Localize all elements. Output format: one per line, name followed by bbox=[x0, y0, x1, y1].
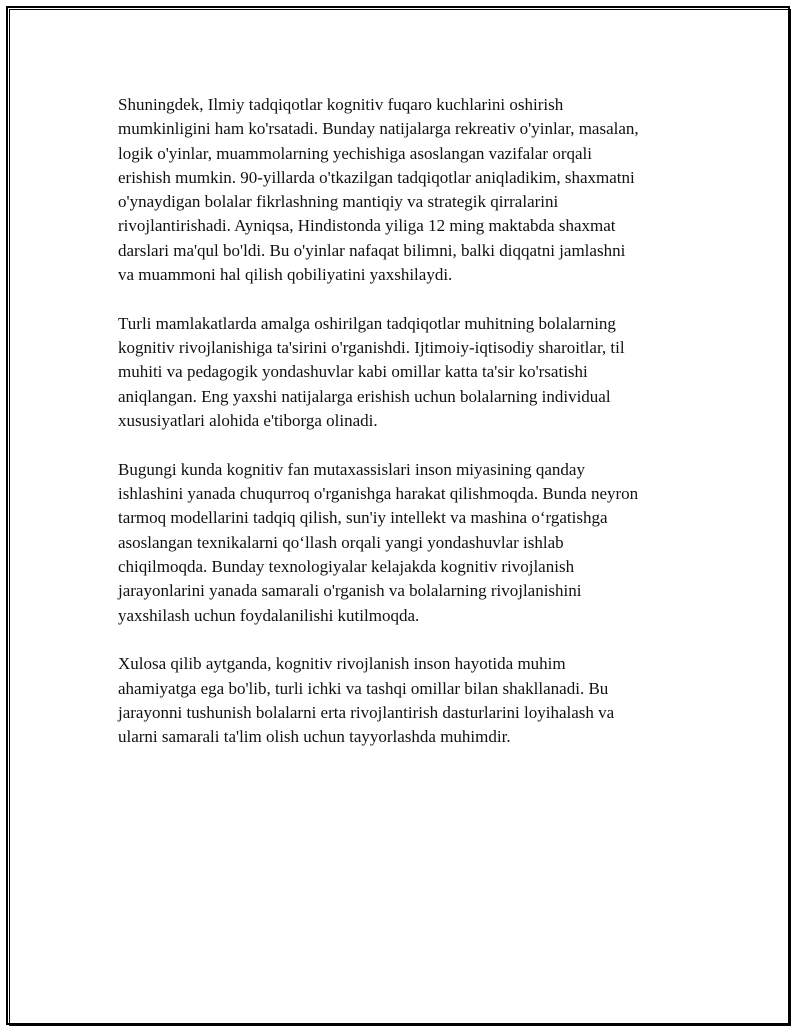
document-body bbox=[118, 93, 690, 774]
text-line: muhiti va pedagogik yondashuvlar kabi omillar katta ta'sir ko'rsatishi bbox=[118, 362, 588, 382]
text-line: tarmoq modellarini tadqiq qilish, sun'iy intellekt va mashina o‘rgatishga bbox=[118, 508, 608, 528]
text-line: darslari ma'qul bo'ldi. Bu o'yinlar nafaqat bilimni, balki diqqatni jamlashni bbox=[118, 240, 626, 260]
paragraph-4 bbox=[118, 652, 690, 749]
text-line: erishish mumkin. 90-yillarda o'tkazilgan tadqiqotlar aniqladikim, shaxmatni bbox=[118, 167, 635, 187]
text-line: ahamiyatga ega bo'lib, turli ichki va tashqi omillar bilan shakllanadi. Bu bbox=[118, 678, 609, 698]
text-line: Xulosa qilib aytganda, kognitiv rivojlanish inson hayotida muhim bbox=[118, 654, 566, 674]
paragraph-2 bbox=[118, 312, 690, 433]
text-line: Bugungi kunda kognitiv fan mutaxassislari inson miyasining qanday bbox=[118, 459, 585, 479]
text-line: chiqilmoqda. Bunday texnologiyalar kelajakda kognitiv rivojlanish bbox=[118, 557, 575, 577]
text-line: va muammoni hal qilish qobiliyatini yaxshilaydi. bbox=[118, 265, 453, 285]
text-line: xususiyatlari alohida e'tiborga olinadi. bbox=[118, 411, 378, 431]
text-line: Shuningdek, Ilmiy tadqiqotlar kognitiv fuqaro kuchlarini oshirish bbox=[118, 95, 564, 114]
text-line: jarayonlarini yanada samarali o'rganish va bolalarning rivojlanishini bbox=[118, 581, 582, 601]
text-line: logik o'yinlar, muammolarning yechishiga asoslangan vazifalar orqali bbox=[118, 143, 592, 163]
text-line: asoslangan texnikalarni qo‘llash orqali yangi yondashuvlar ishlab bbox=[118, 532, 564, 552]
text-line: o'ynaydigan bolalar fikrlashning mantiqiy va strategik qirralarini bbox=[118, 192, 559, 212]
text-line: yaxshilash uchun foydalanilishi kutilmoqda. bbox=[118, 605, 420, 625]
text-line: Turli mamlakatlarda amalga oshirilgan tadqiqotlar muhitning bolalarning bbox=[118, 313, 616, 333]
text-line: mumkinligini ham ko'rsatadi. Bunday natijalarga rekreativ o'yinlar, masalan, bbox=[118, 119, 639, 139]
text-line: jarayonni tushunish bolalarni erta rivojlantirish dasturlarini loyihalash va bbox=[118, 703, 615, 723]
paragraph-1 bbox=[118, 93, 690, 287]
text-line: aniqlangan. Eng yaxshi natijalarga erishish uchun bolalarning individual bbox=[118, 386, 611, 406]
text-line: ishlashini yanada chuqurroq o'rganishga harakat qilishmoqda. Bunda neyron bbox=[118, 484, 639, 504]
paragraph-3 bbox=[118, 458, 690, 628]
text-line: rivojlantirishadi. Ayniqsa, Hindistonda yiliga 12 ming maktabda shaxmat bbox=[118, 216, 616, 236]
text-line: kognitiv rivojlanishiga ta'sirini o'rganishdi. Ijtimoiy-iqtisodiy sharoitlar, til bbox=[118, 338, 625, 358]
text-line: ularni samarali ta'lim olish uchun tayyorlashda muhimdir. bbox=[118, 727, 511, 747]
